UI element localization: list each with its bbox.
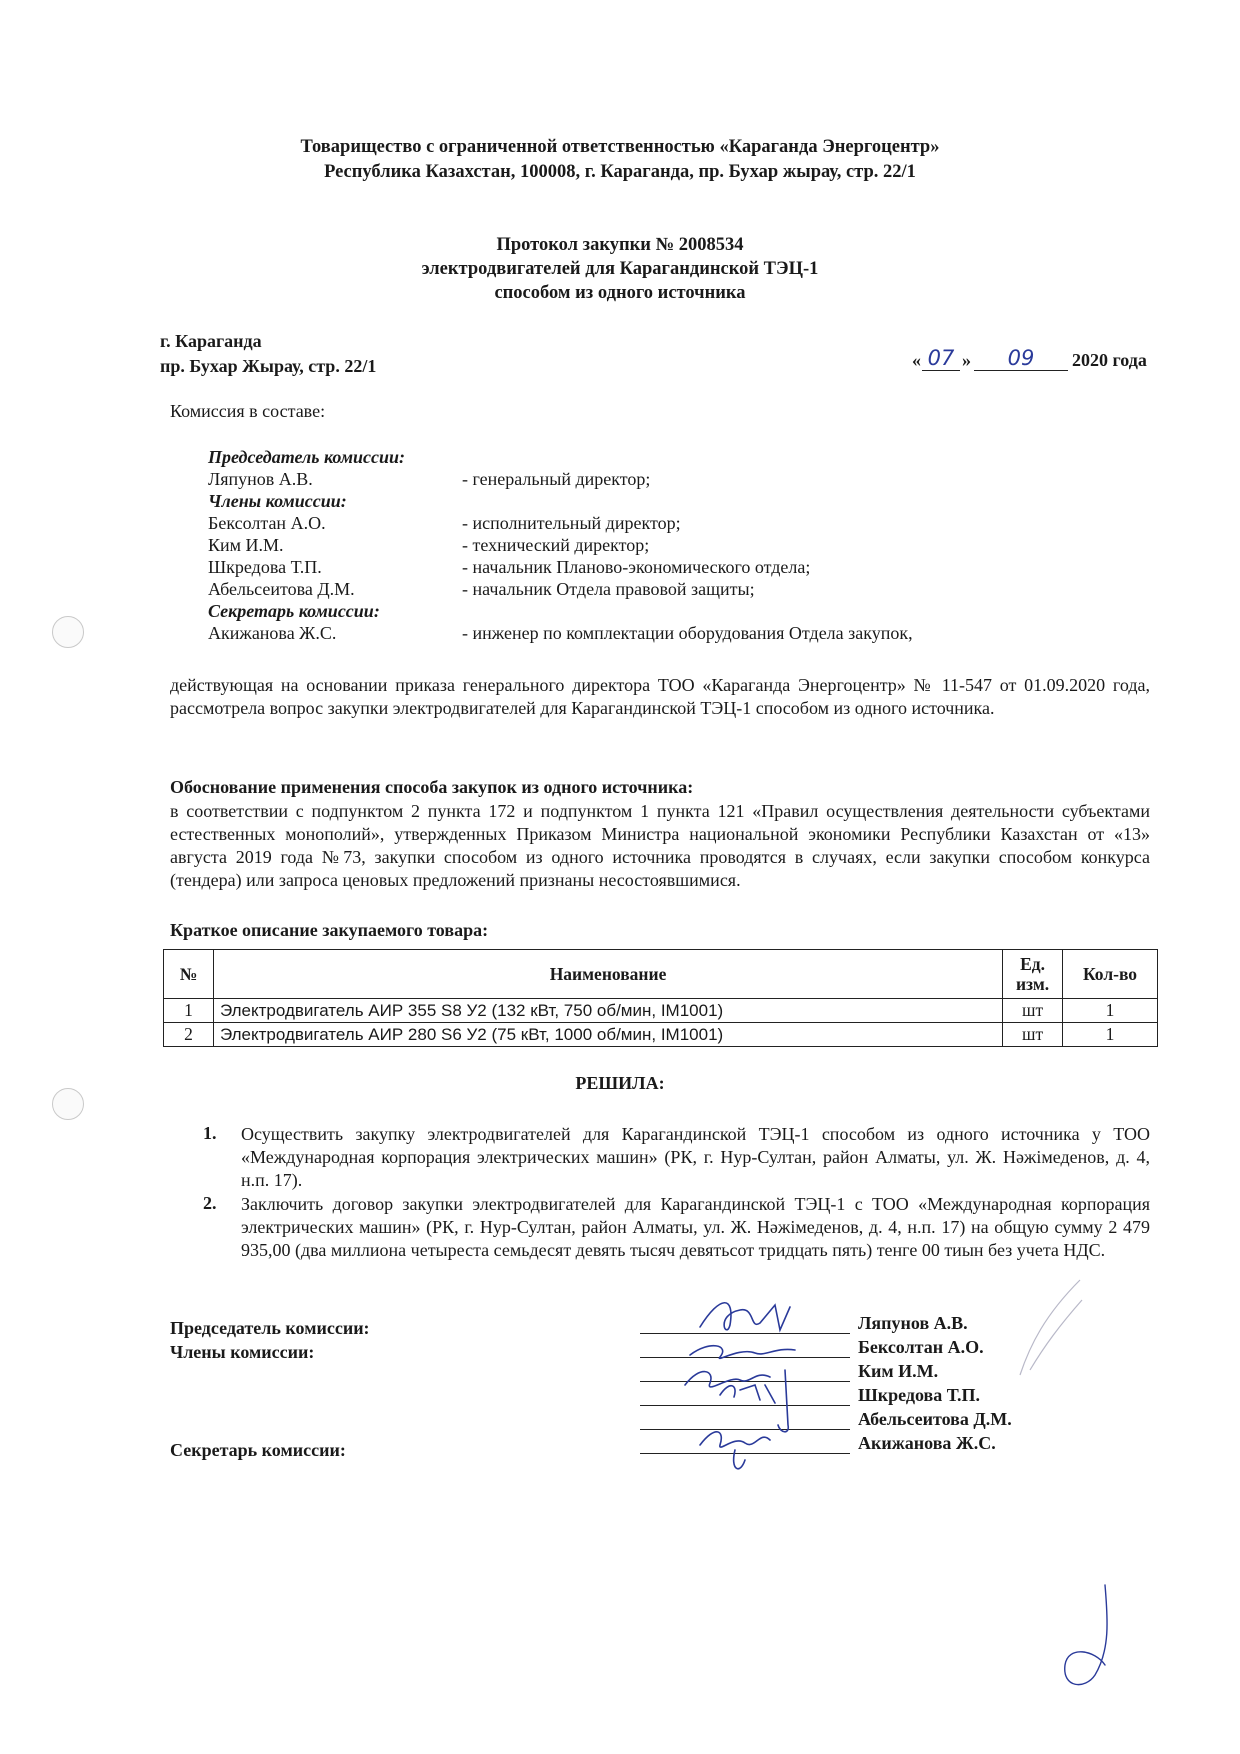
table-row: [164, 1023, 1158, 1047]
protocol-date: [912, 348, 1152, 374]
commission-intro: Комиссия в составе:: [170, 401, 326, 421]
signer-name: Абельсеитова Д.М.: [858, 1409, 1012, 1429]
decision-item-number: 2.: [203, 1193, 217, 1213]
member-role: - исполнительный директор;: [462, 513, 681, 533]
signature-member-4: [778, 1370, 788, 1432]
cell-number: 1: [164, 999, 214, 1023]
company-name: Товарищество с ограниченной ответственностью «Караганда Энергоцентр»: [300, 137, 940, 157]
member-name: Шкредова Т.П.: [208, 557, 322, 577]
protocol-subject: электродвигателей для Карагандинской ТЭЦ-1: [421, 259, 819, 279]
col-qty: Кол-во: [1063, 950, 1158, 999]
decision-item-number: 1.: [203, 1123, 217, 1143]
place-address: пр. Бухар Жырау, стр. 22/1: [160, 356, 377, 376]
basis-paragraph: действующая на основании приказа генерального директора ТОО «Караганда Энергоцентр» № 11-547 от 01.09.2020 года, рассмотрела вопрос закупки электродвигателей для Карагандинской ТЭЦ-1 способом из одного источника.: [170, 675, 1150, 718]
sign-members-label: Члены комиссии:: [170, 1342, 315, 1362]
table-row: [164, 999, 1158, 1023]
justification-text: в соответствии с подпунктом 2 пункта 172 и подпунктом 1 пункта 121 «Правил осуществления деятельности субъектами естественных монополий», утвержденных Приказом Министра национальной экономики Республики Казахстан от «13» августа 2019 года №73, закупки способом из одного источника проводятся в случаях, если закупки способом конкурса (тендера) или запроса ценовых предложений признаны несостоявшимися.: [170, 801, 1150, 890]
punch-hole: [52, 616, 84, 648]
decision-item: [203, 1193, 1150, 1262]
decision-heading: РЕШИЛА:: [575, 1073, 665, 1093]
table-header-row: [164, 950, 1158, 999]
signer-name: Бексолтан А.О.: [858, 1337, 984, 1357]
goods-table: [163, 949, 1158, 1047]
signer-name: Ким И.М.: [858, 1361, 939, 1381]
date-day: 07: [922, 346, 960, 371]
protocol-method: способом из одного источника: [494, 283, 746, 303]
goods-table-wrap: [163, 949, 1158, 1047]
decision-item-text: Заключить договор закупки электродвигателей для Карагандинской ТЭЦ-1 с ТОО «Международная корпорация электрических машин» (РК, г. Нур-Султан, район Алматы, ул. Ж. Нәжімеденов, д. 4, н.п. 17) на общую сумму 2 479 935,00 (два миллиона четыреста семьдесят девять тысяч девятьсот тридцать пять) тенге 00 тиын без учета НДС.: [241, 1194, 1150, 1260]
date-year: 2020 года: [1072, 350, 1147, 370]
col-number: №: [164, 950, 214, 999]
signature-member-2: [685, 1372, 770, 1387]
cell-number: 2: [164, 1023, 214, 1047]
chair-row: [208, 468, 1108, 490]
secretary-heading: Секретарь комиссии:: [208, 601, 380, 621]
signature-secretary: [700, 1432, 770, 1469]
date-month: 09: [974, 346, 1068, 371]
decision-item-text: Осуществить закупку электродвигателей для Карагандинской ТЭЦ-1 способом из одного источника у ТОО «Международная корпорация электрических машин» (РК, г. Нур-Султан, район Алматы, ул. Ж. Нәжімеденов, д. 4, н.п. 17).: [241, 1124, 1150, 1190]
col-name: Наименование: [213, 950, 1002, 999]
member-row: [208, 512, 1108, 534]
member-row: [208, 534, 1108, 556]
member-name: Акижанова Ж.С.: [208, 623, 337, 643]
date-close-quote: »: [962, 350, 971, 370]
place-city: г. Караганда: [160, 331, 262, 351]
col-unit: Ед. изм.: [1003, 950, 1063, 999]
signer-name: Шкредова Т.П.: [858, 1385, 980, 1405]
member-name: Ляпунов А.В.: [208, 469, 313, 489]
member-name: Бексолтан А.О.: [208, 513, 326, 533]
chair-heading: Председатель комиссии:: [208, 447, 406, 467]
justification-heading: Обоснование применения способа закупок из одного источника:: [170, 777, 694, 797]
faint-pencil-mark: [1010, 1275, 1090, 1385]
cell-name: Электродвигатель АИР 355 S8 У2 (132 кВт, 750 об/мин, IM1001): [213, 999, 1002, 1023]
decision-list: [203, 1123, 1150, 1262]
member-row: [208, 556, 1108, 578]
cell-qty: 1: [1063, 999, 1158, 1023]
cell-qty: 1: [1063, 1023, 1158, 1047]
sign-chair-label: Председатель комиссии:: [170, 1318, 370, 1338]
page-initial-mark: [1050, 1580, 1130, 1700]
date-open-quote: «: [912, 350, 921, 370]
member-role: - начальник Отдела правовой защиты;: [462, 579, 755, 599]
member-role: - технический директор;: [462, 535, 650, 555]
member-role: - начальник Планово-экономического отдела;: [462, 557, 811, 577]
secretary-row: [208, 622, 1108, 644]
handwritten-signatures: [660, 1285, 860, 1485]
commission-list: [208, 446, 1108, 644]
member-row: [208, 578, 1108, 600]
signer-name: Ляпунов А.В.: [858, 1313, 968, 1333]
member-name: Абельсеитова Д.М.: [208, 579, 355, 599]
cell-name: Электродвигатель АИР 280 S6 У2 (75 кВт, 1000 об/мин, IM1001): [213, 1023, 1002, 1047]
signature-chair: [700, 1303, 790, 1330]
member-role: - инженер по комплектации оборудования Отдела закупок,: [462, 623, 913, 643]
member-name: Ким И.М.: [208, 535, 284, 555]
signer-name: Акижанова Ж.С.: [858, 1433, 996, 1453]
punch-hole: [52, 1088, 84, 1120]
company-address: Республика Казахстан, 100008, г. Караганда, пр. Бухар жырау, стр. 22/1: [324, 162, 916, 182]
members-heading: Члены комиссии:: [208, 491, 347, 511]
cell-unit: шт: [1003, 999, 1063, 1023]
signature-member-1: [690, 1346, 795, 1359]
decision-item: [203, 1123, 1150, 1192]
cell-unit: шт: [1003, 1023, 1063, 1047]
member-role: - генеральный директор;: [462, 469, 651, 489]
sign-secretary-label: Секретарь комиссии:: [170, 1440, 346, 1460]
goods-heading: Краткое описание закупаемого товара:: [170, 920, 489, 940]
protocol-number: Протокол закупки № 2008534: [496, 235, 744, 255]
signature-member-3: [720, 1385, 775, 1403]
